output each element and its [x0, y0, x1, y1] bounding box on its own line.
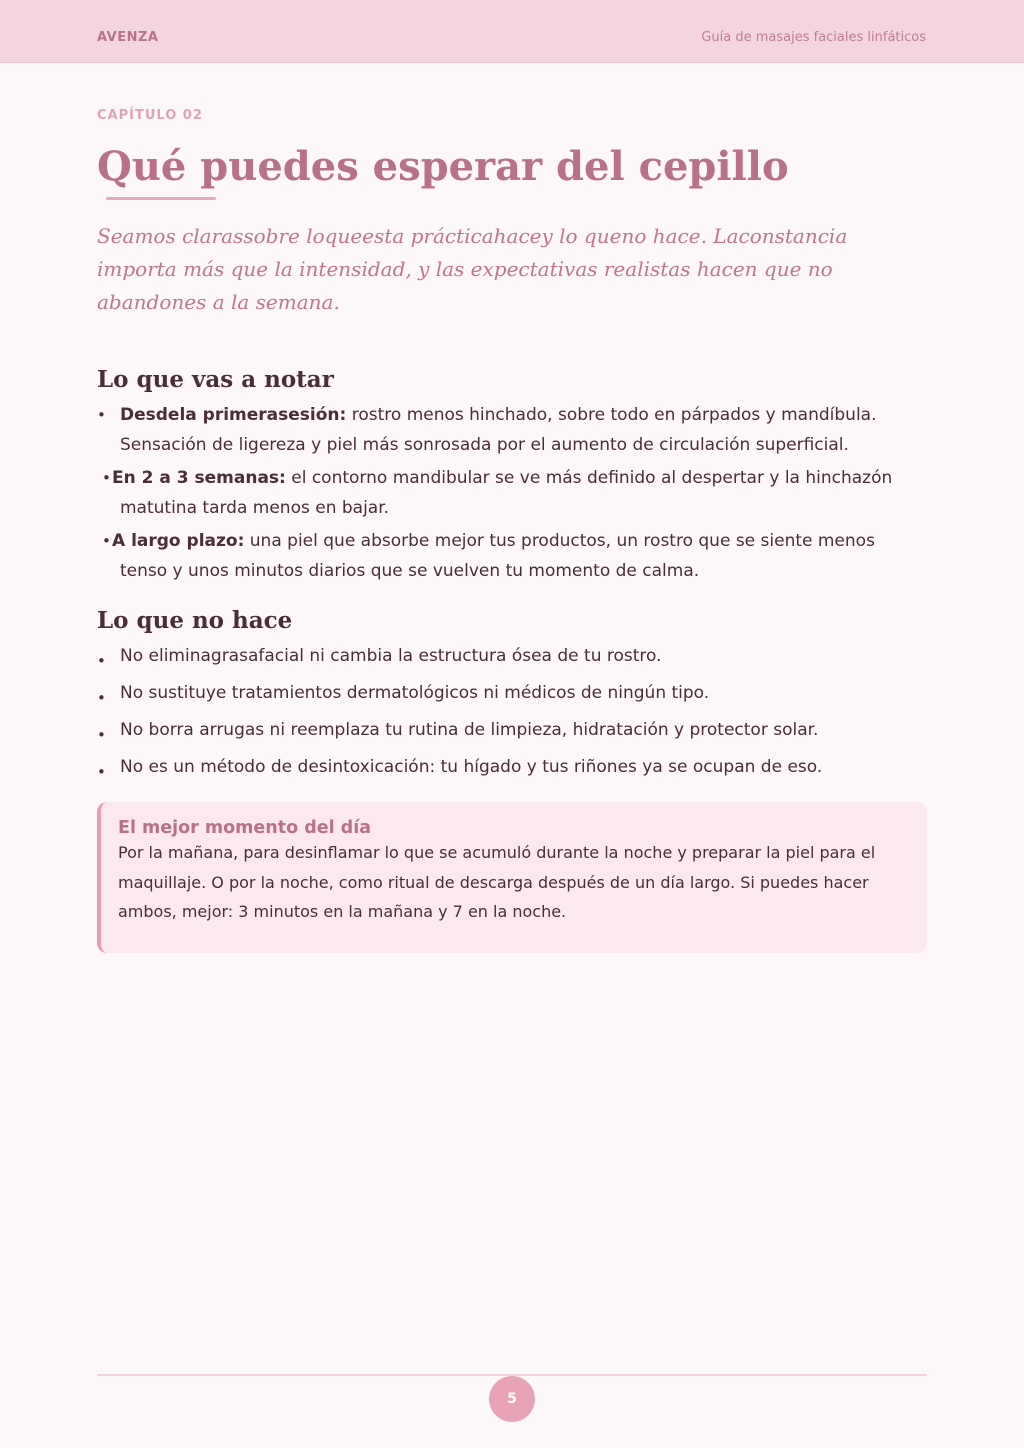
list-item-text: No borra arrugas ni reemplaza tu rutina de limpieza, hidratación y protector solar.	[120, 720, 819, 740]
page-title: Qué puedes esperar del cepillo	[97, 143, 789, 190]
list-item	[97, 755, 927, 779]
tip-callout	[97, 802, 927, 953]
list-item	[97, 527, 927, 586]
bullet-icon: •	[97, 726, 106, 744]
bullet-icon: •	[97, 763, 106, 781]
list-item	[97, 718, 927, 742]
section-heading-no-hace: Lo que no hace	[97, 607, 293, 634]
title-underline	[106, 197, 216, 200]
list-item	[97, 464, 927, 523]
lead-paragraph: Seamos clarassobre loqueesta prácticahacey lo queno hace. Laconstancia importa más que la intensidad, y las expectativas realistas hacen que no abandones a la semana.	[97, 224, 848, 314]
list-item-text: rostro menos hinchado, sobre todo en párpados y mandíbula. Sensación de ligereza y piel más sonrosada por el aumento de circulación superficial.	[120, 405, 877, 455]
bullet-icon: •	[97, 652, 106, 670]
list-item-label: Desdela primerasesión:	[120, 405, 347, 425]
list-item-text: No es un método de desintoxicación: tu hígado y tus riñones ya se ocupan de eso.	[120, 757, 823, 777]
page-header	[0, 0, 1024, 63]
page-number-badge: 5	[489, 1376, 535, 1422]
section-heading-notar: Lo que vas a notar	[97, 366, 334, 393]
list-item	[97, 401, 927, 460]
list-item-label: A largo plazo:	[112, 531, 245, 551]
brand-name: AVENZA	[97, 30, 159, 45]
list-item-text: una piel que absorbe mejor tus productos, un rostro que se siente menos tenso y unos minutos diarios que se vuelven tu momento de calma.	[120, 531, 875, 581]
list-item-text: No eliminagrasafacial ni cambia la estructura ósea de tu rostro.	[120, 646, 662, 666]
list-item-text: No sustituye tratamientos dermatológicos ni médicos de ningún tipo.	[120, 683, 710, 703]
bullet-icon: •	[102, 469, 111, 487]
bullet-icon: •	[97, 689, 106, 707]
bullet-icon: •	[97, 406, 106, 424]
callout-title: El mejor momento del día	[118, 818, 372, 838]
list-item	[97, 644, 927, 668]
list-item-text: el contorno mandibular se ve más definido al despertar y la hinchazón matutina tarda menos en bajar.	[120, 468, 893, 518]
chapter-label: CAPÍTULO 02	[97, 108, 203, 123]
list-no-hace	[97, 644, 927, 779]
callout-text: Por la mañana, para desinflamar lo que se acumuló durante la noche y preparar la piel para el maquillaje. O por la noche, como ritual de descarga después de un día largo. Si puedes hacer ambos, mejor: 3 minutos en la mañana y 7 en la noche.	[118, 843, 876, 921]
header-document-title: Guía de masajes faciales linfáticos	[701, 30, 926, 45]
page-content	[97, 108, 927, 953]
list-notar	[97, 401, 927, 586]
list-item	[97, 681, 927, 705]
list-item-label: En 2 a 3 semanas:	[112, 468, 286, 488]
bullet-icon: •	[102, 532, 111, 550]
